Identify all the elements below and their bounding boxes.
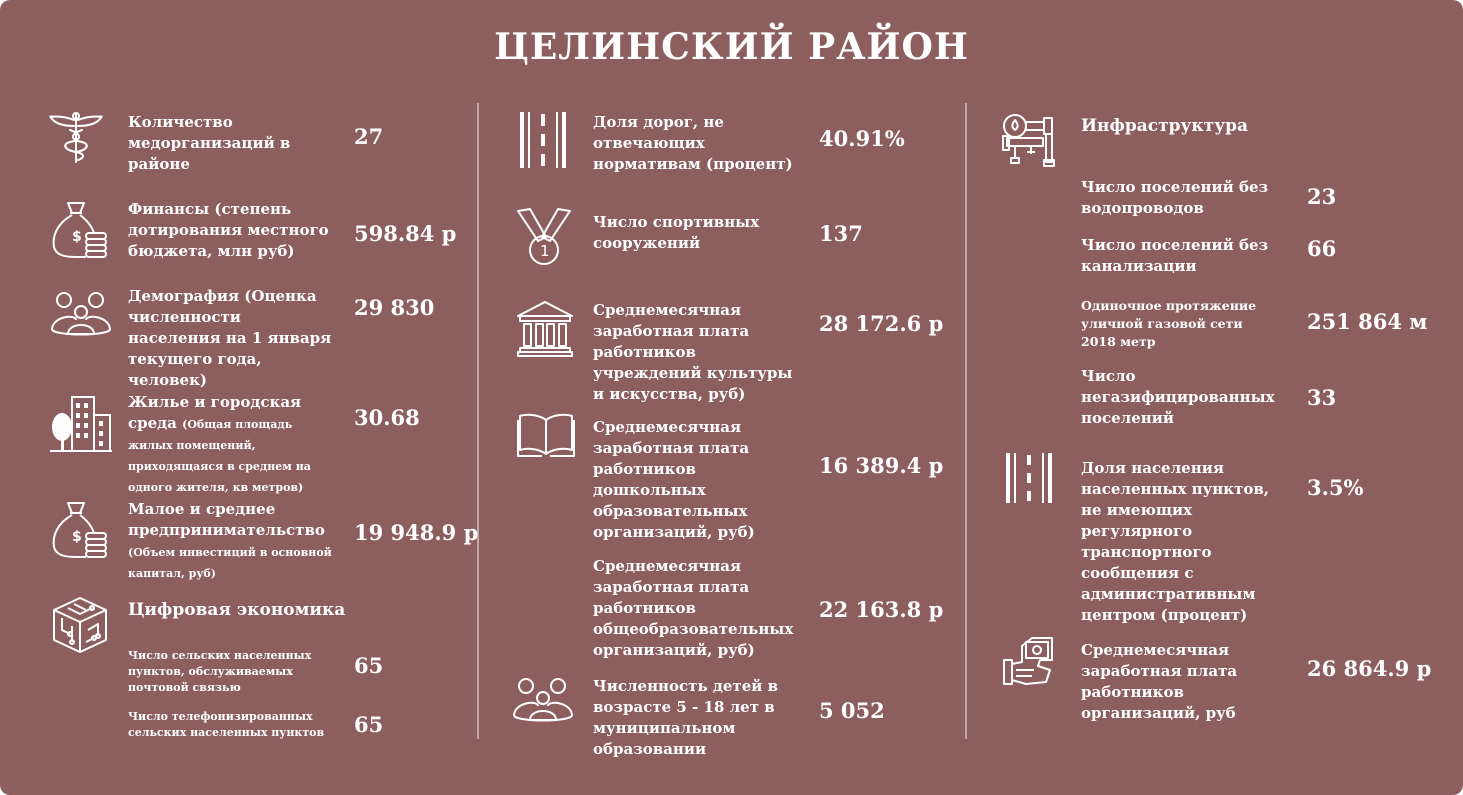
roads-label: Доля дорог, не отвечающих нормативам (процент)	[593, 113, 793, 173]
svg-text:$: $	[72, 529, 82, 545]
finance-label: Финансы (степень дотирования местного бюджета, млн руб)	[128, 200, 329, 260]
business-label	[128, 499, 338, 583]
phone-value: 65	[354, 712, 384, 737]
postal-label: Число сельских населенных пунктов, обслуживаемых почтовой связью	[128, 649, 312, 694]
circuit-cube-icon	[52, 596, 108, 654]
building-tree-icon	[50, 395, 112, 453]
gas-label: Одиночное протяжение уличной газовой сети 2018 метр	[1081, 298, 1257, 349]
infra-title: Инфраструктура	[1081, 116, 1248, 136]
money-bag-icon	[50, 499, 110, 559]
phone-label: Число телефонизированных сельских населенных пунктов	[128, 710, 325, 739]
people-group-icon	[512, 676, 574, 722]
roads-value: 40.91%	[819, 126, 905, 151]
postal-value: 65	[354, 653, 384, 678]
demo-label: Демография (Оценка численности населения на 1 января текущего года, человек)	[128, 287, 332, 389]
road-icon	[1004, 453, 1054, 503]
sport-label: Число спортивных сооружений	[593, 213, 760, 252]
business-note: (Объем инвестиций в основной капитал, руб)	[128, 546, 332, 580]
nongas-value: 33	[1307, 385, 1337, 410]
housing-note: (Общая площадь жилых помещений, приходящаяся в среднем на одного жителя, кв метров)	[128, 418, 311, 494]
finance-value: 598.84 р	[354, 221, 457, 246]
children-label: Численность детей в возрасте 5 - 18 лет в муниципальном образовании	[593, 677, 779, 758]
column-divider	[477, 103, 479, 739]
preschool-value: 16 389.4 р	[819, 453, 944, 478]
sewer-label: Число поселений без канализации	[1081, 236, 1269, 275]
children-value: 5 052	[819, 698, 885, 723]
gas-value: 251 864 м	[1307, 309, 1428, 334]
housing-label	[128, 392, 318, 497]
salary-label: Среднемесячная заработная плата работников организаций, руб	[1081, 641, 1238, 722]
museum-icon	[516, 300, 574, 358]
salary-value: 26 864.9 р	[1307, 656, 1432, 681]
preschool-label: Среднемесячная заработная плата работников дошкольных образовательных организаций, руб)	[593, 418, 755, 541]
digital-title: Цифровая экономика	[128, 600, 346, 620]
water-label: Число поселений без водопроводов	[1081, 178, 1269, 217]
pipes-icon	[1001, 112, 1057, 168]
sewer-value: 66	[1307, 236, 1337, 261]
med-value: 27	[354, 124, 384, 149]
caduceus-icon	[48, 108, 104, 164]
transport-value: 3.5%	[1307, 475, 1364, 500]
housing-title: Жилье и городская среда	[128, 393, 302, 432]
nongas-label: Число негазифицированных поселений	[1081, 367, 1275, 427]
book-icon	[516, 412, 576, 458]
demo-value: 29 830	[354, 295, 435, 320]
road-icon	[518, 112, 568, 168]
culture-label: Среднемесячная заработная плата работников учреждений культуры и искусства, руб)	[593, 301, 793, 403]
svg-text:1: 1	[540, 242, 550, 260]
sport-value: 137	[819, 221, 863, 246]
transport-label: Доля населения населенных пунктов, не имеющих регулярного транспортного сообщения с административным центром (процент)	[1081, 459, 1269, 624]
housing-value: 30.68	[354, 405, 420, 430]
school-label: Среднемесячная заработная плата работников общеобразовательных организаций, руб)	[593, 557, 794, 659]
money-bag-icon	[50, 199, 110, 259]
school-value: 22 163.8 р	[819, 597, 944, 622]
column-divider	[965, 103, 967, 739]
water-value: 23	[1307, 184, 1337, 209]
medal-icon	[514, 207, 574, 267]
people-group-icon	[50, 290, 112, 336]
med-label: Количество медорганизаций в районе	[128, 113, 291, 173]
business-title: Малое и среднее предпринимательство	[128, 500, 325, 539]
business-value: 19 948.9 р	[354, 520, 479, 545]
hand-money-icon	[1002, 636, 1058, 688]
culture-value: 28 172.6 р	[819, 311, 944, 336]
page-title: ЦЕЛИНСКИЙ РАЙОН	[494, 26, 969, 68]
svg-text:$: $	[72, 229, 82, 245]
